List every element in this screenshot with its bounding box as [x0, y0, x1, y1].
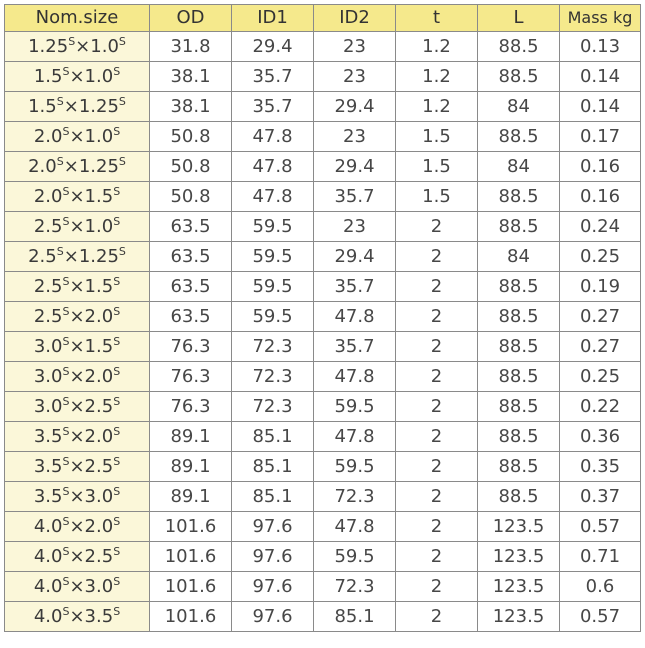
cell-l: 88.5: [478, 62, 560, 92]
cell-mass: 0.25: [560, 242, 641, 272]
size-a: 3.5: [33, 485, 63, 507]
size-separator: ×: [69, 125, 85, 147]
cell-t: 2: [396, 362, 478, 392]
cell-od: 38.1: [150, 62, 232, 92]
table-row: [5, 62, 641, 92]
cell-nom-size: [5, 542, 150, 572]
cell-l: 88.5: [478, 482, 560, 512]
cell-t: 2: [396, 422, 478, 452]
size-separator: ×: [69, 575, 85, 597]
cell-t: 2: [396, 392, 478, 422]
size-b: 1.0: [90, 35, 119, 57]
cell-l: 88.5: [478, 272, 560, 302]
size-suffix: S: [113, 184, 121, 198]
size-suffix: S: [113, 514, 121, 528]
cell-mass: 0.27: [560, 302, 641, 332]
size-a: 1.5: [33, 65, 63, 87]
header-nom-size: Nom.size: [5, 5, 150, 32]
size-b: 1.0: [84, 125, 114, 147]
cell-l: 84: [478, 242, 560, 272]
size-b: 1.5: [84, 275, 114, 297]
table-row: [5, 602, 641, 632]
size-b: 1.5: [84, 335, 114, 357]
cell-t: 1.5: [396, 122, 478, 152]
table-row: [5, 212, 641, 242]
cell-mass: 0.17: [560, 122, 641, 152]
cell-mass: 0.57: [560, 512, 641, 542]
cell-id1: 85.1: [232, 452, 314, 482]
header-od: OD: [150, 5, 232, 32]
cell-id1: 85.1: [232, 422, 314, 452]
size-suffix: S: [62, 184, 70, 198]
size-suffix: S: [113, 484, 121, 498]
cell-t: 2: [396, 272, 478, 302]
size-b: 1.0: [84, 215, 114, 237]
size-a: 2.5: [33, 215, 63, 237]
size-a: 4.0: [33, 575, 63, 597]
size-suffix: S: [113, 274, 121, 288]
cell-mass: 0.6: [560, 572, 641, 602]
size-b: 2.5: [84, 395, 114, 417]
cell-t: 2: [396, 602, 478, 632]
cell-id1: 47.8: [232, 182, 314, 212]
cell-nom-size: [5, 392, 150, 422]
cell-id2: 72.3: [314, 572, 396, 602]
cell-id2: 47.8: [314, 422, 396, 452]
size-suffix: S: [113, 574, 121, 588]
cell-l: 123.5: [478, 512, 560, 542]
table-row: [5, 512, 641, 542]
size-a: 2.5: [33, 305, 63, 327]
table-row: [5, 362, 641, 392]
cell-nom-size: [5, 422, 150, 452]
cell-id2: 47.8: [314, 512, 396, 542]
cell-od: 76.3: [150, 362, 232, 392]
cell-t: 1.2: [396, 32, 478, 62]
size-suffix: S: [56, 244, 64, 258]
cell-nom-size: [5, 482, 150, 512]
size-separator: ×: [69, 335, 85, 357]
size-suffix: S: [56, 94, 64, 108]
header-l: L: [478, 5, 560, 32]
table-row: [5, 452, 641, 482]
size-suffix: S: [113, 124, 121, 138]
cell-od: 63.5: [150, 272, 232, 302]
table-row: [5, 182, 641, 212]
size-separator: ×: [69, 395, 85, 417]
cell-t: 1.2: [396, 92, 478, 122]
size-suffix: S: [62, 604, 70, 618]
size-a: 2.5: [33, 275, 63, 297]
cell-t: 2: [396, 482, 478, 512]
size-b: 1.5: [84, 185, 114, 207]
cell-mass: 0.14: [560, 92, 641, 122]
cell-l: 84: [478, 152, 560, 182]
cell-id1: 35.7: [232, 62, 314, 92]
header-mass: Mass kg: [560, 5, 641, 32]
cell-id2: 35.7: [314, 182, 396, 212]
cell-mass: 0.13: [560, 32, 641, 62]
size-b: 2.0: [84, 425, 114, 447]
size-separator: ×: [75, 35, 91, 57]
size-suffix: S: [113, 604, 121, 618]
cell-mass: 0.16: [560, 152, 641, 182]
cell-id1: 35.7: [232, 92, 314, 122]
cell-od: 50.8: [150, 122, 232, 152]
cell-id2: 23: [314, 32, 396, 62]
size-suffix: S: [62, 424, 70, 438]
size-suffix: S: [62, 304, 70, 318]
cell-nom-size: [5, 242, 150, 272]
size-suffix: S: [62, 124, 70, 138]
size-b: 2.5: [84, 545, 114, 567]
cell-l: 88.5: [478, 392, 560, 422]
size-suffix: S: [113, 544, 121, 558]
cell-od: 101.6: [150, 602, 232, 632]
size-suffix: S: [118, 154, 126, 168]
size-suffix: S: [62, 214, 70, 228]
table-body: [5, 32, 641, 632]
cell-l: 88.5: [478, 332, 560, 362]
cell-t: 2: [396, 242, 478, 272]
cell-id2: 59.5: [314, 452, 396, 482]
size-separator: ×: [69, 365, 85, 387]
cell-od: 50.8: [150, 152, 232, 182]
size-b: 2.0: [84, 515, 114, 537]
table-row: [5, 332, 641, 362]
cell-mass: 0.25: [560, 362, 641, 392]
table-row: [5, 392, 641, 422]
table-row: [5, 152, 641, 182]
size-a: 3.5: [33, 455, 63, 477]
cell-nom-size: [5, 302, 150, 332]
size-b: 3.5: [84, 605, 114, 627]
cell-id1: 47.8: [232, 122, 314, 152]
table-row: [5, 482, 641, 512]
cell-mass: 0.16: [560, 182, 641, 212]
size-b: 1.25: [78, 95, 119, 117]
size-suffix: S: [62, 364, 70, 378]
cell-id1: 72.3: [232, 332, 314, 362]
cell-nom-size: [5, 212, 150, 242]
cell-id2: 59.5: [314, 392, 396, 422]
size-separator: ×: [69, 185, 85, 207]
size-a: 1.5: [28, 95, 57, 117]
cell-t: 2: [396, 212, 478, 242]
size-separator: ×: [69, 425, 85, 447]
size-b: 2.5: [84, 455, 114, 477]
cell-od: 63.5: [150, 212, 232, 242]
cell-od: 76.3: [150, 332, 232, 362]
size-separator: ×: [69, 545, 85, 567]
cell-t: 1.5: [396, 182, 478, 212]
cell-t: 2: [396, 332, 478, 362]
cell-t: 2: [396, 512, 478, 542]
size-a: 2.0: [33, 125, 63, 147]
header-t: t: [396, 5, 478, 32]
size-b: 1.0: [84, 65, 114, 87]
cell-id1: 72.3: [232, 392, 314, 422]
size-a: 2.5: [28, 245, 57, 267]
cell-id1: 97.6: [232, 512, 314, 542]
cell-id1: 29.4: [232, 32, 314, 62]
cell-id2: 47.8: [314, 362, 396, 392]
size-a: 3.0: [33, 335, 63, 357]
size-suffix: S: [118, 244, 126, 258]
header-row: [5, 5, 641, 32]
size-separator: ×: [69, 65, 85, 87]
size-b: 3.0: [84, 485, 114, 507]
cell-nom-size: [5, 62, 150, 92]
cell-mass: 0.22: [560, 392, 641, 422]
size-a: 3.0: [33, 365, 63, 387]
cell-id2: 85.1: [314, 602, 396, 632]
size-b: 1.25: [78, 245, 119, 267]
size-suffix: S: [113, 454, 121, 468]
cell-od: 89.1: [150, 422, 232, 452]
size-suffix: S: [118, 94, 126, 108]
size-separator: ×: [69, 275, 85, 297]
table-row: [5, 302, 641, 332]
size-separator: ×: [69, 605, 85, 627]
size-suffix: S: [62, 484, 70, 498]
cell-id2: 23: [314, 212, 396, 242]
cell-l: 123.5: [478, 542, 560, 572]
header-id1: ID1: [232, 5, 314, 32]
size-separator: ×: [69, 305, 85, 327]
cell-od: 89.1: [150, 452, 232, 482]
cell-od: 50.8: [150, 182, 232, 212]
size-suffix: S: [68, 34, 76, 48]
cell-nom-size: [5, 152, 150, 182]
cell-nom-size: [5, 32, 150, 62]
cell-id1: 97.6: [232, 572, 314, 602]
cell-nom-size: [5, 272, 150, 302]
size-suffix: S: [62, 64, 70, 78]
cell-mass: 0.57: [560, 602, 641, 632]
size-suffix: S: [56, 154, 64, 168]
size-suffix: S: [62, 514, 70, 528]
size-a: 2.0: [28, 155, 57, 177]
cell-id2: 29.4: [314, 92, 396, 122]
cell-l: 88.5: [478, 182, 560, 212]
cell-id1: 59.5: [232, 242, 314, 272]
cell-id1: 59.5: [232, 212, 314, 242]
table-row: [5, 92, 641, 122]
cell-t: 2: [396, 542, 478, 572]
cell-l: 88.5: [478, 32, 560, 62]
cell-od: 101.6: [150, 542, 232, 572]
cell-l: 84: [478, 92, 560, 122]
table-row: [5, 422, 641, 452]
size-suffix: S: [62, 334, 70, 348]
size-separator: ×: [63, 245, 79, 267]
cell-od: 101.6: [150, 512, 232, 542]
table-row: [5, 32, 641, 62]
cell-id2: 23: [314, 62, 396, 92]
cell-id2: 59.5: [314, 542, 396, 572]
cell-id1: 97.6: [232, 602, 314, 632]
size-a: 3.0: [33, 395, 63, 417]
cell-id2: 29.4: [314, 152, 396, 182]
cell-id1: 97.6: [232, 542, 314, 572]
cell-od: 31.8: [150, 32, 232, 62]
cell-nom-size: [5, 572, 150, 602]
table-row: [5, 272, 641, 302]
size-separator: ×: [63, 155, 79, 177]
size-a: 4.0: [33, 515, 63, 537]
cell-id2: 47.8: [314, 302, 396, 332]
size-suffix: S: [62, 574, 70, 588]
table-row: [5, 242, 641, 272]
cell-mass: 0.35: [560, 452, 641, 482]
cell-t: 1.5: [396, 152, 478, 182]
cell-t: 2: [396, 572, 478, 602]
size-suffix: S: [113, 364, 121, 378]
size-suffix: S: [113, 334, 121, 348]
cell-t: 2: [396, 302, 478, 332]
cell-id1: 59.5: [232, 272, 314, 302]
table-row: [5, 542, 641, 572]
cell-id2: 35.7: [314, 332, 396, 362]
cell-nom-size: [5, 512, 150, 542]
table-row: [5, 572, 641, 602]
cell-id2: 29.4: [314, 242, 396, 272]
cell-l: 88.5: [478, 452, 560, 482]
size-a: 1.25: [28, 35, 69, 57]
cell-od: 38.1: [150, 92, 232, 122]
size-suffix: S: [113, 424, 121, 438]
size-b: 2.0: [84, 305, 114, 327]
size-a: 3.5: [33, 425, 63, 447]
cell-t: 2: [396, 452, 478, 482]
size-suffix: S: [62, 544, 70, 558]
cell-mass: 0.14: [560, 62, 641, 92]
table-row: [5, 122, 641, 152]
size-a: 4.0: [33, 605, 63, 627]
cell-nom-size: [5, 122, 150, 152]
cell-mass: 0.19: [560, 272, 641, 302]
cell-od: 76.3: [150, 392, 232, 422]
size-suffix: S: [113, 304, 121, 318]
cell-mass: 0.71: [560, 542, 641, 572]
cell-od: 89.1: [150, 482, 232, 512]
cell-l: 88.5: [478, 212, 560, 242]
cell-l: 123.5: [478, 602, 560, 632]
size-separator: ×: [63, 95, 79, 117]
cell-od: 63.5: [150, 302, 232, 332]
size-separator: ×: [69, 455, 85, 477]
size-suffix: S: [62, 454, 70, 468]
size-a: 4.0: [33, 545, 63, 567]
size-separator: ×: [69, 215, 85, 237]
cell-l: 88.5: [478, 302, 560, 332]
cell-od: 63.5: [150, 242, 232, 272]
cell-l: 88.5: [478, 422, 560, 452]
size-b: 2.0: [84, 365, 114, 387]
cell-l: 88.5: [478, 362, 560, 392]
cell-id1: 47.8: [232, 152, 314, 182]
size-suffix: S: [62, 394, 70, 408]
size-b: 1.25: [78, 155, 119, 177]
cell-l: 88.5: [478, 122, 560, 152]
cell-id1: 72.3: [232, 362, 314, 392]
size-separator: ×: [69, 515, 85, 537]
cell-mass: 0.36: [560, 422, 641, 452]
size-b: 3.0: [84, 575, 114, 597]
cell-id1: 85.1: [232, 482, 314, 512]
cell-od: 101.6: [150, 572, 232, 602]
cell-id2: 23: [314, 122, 396, 152]
cell-nom-size: [5, 92, 150, 122]
size-separator: ×: [69, 485, 85, 507]
cell-id2: 35.7: [314, 272, 396, 302]
cell-nom-size: [5, 452, 150, 482]
cell-nom-size: [5, 602, 150, 632]
cell-mass: 0.27: [560, 332, 641, 362]
size-a: 2.0: [33, 185, 63, 207]
size-suffix: S: [113, 394, 121, 408]
cell-id1: 59.5: [232, 302, 314, 332]
size-suffix: S: [113, 64, 121, 78]
cell-id2: 72.3: [314, 482, 396, 512]
cell-nom-size: [5, 182, 150, 212]
size-suffix: S: [118, 34, 126, 48]
spec-table: [4, 4, 641, 632]
cell-nom-size: [5, 332, 150, 362]
header-id2: ID2: [314, 5, 396, 32]
cell-mass: 0.37: [560, 482, 641, 512]
size-suffix: S: [62, 274, 70, 288]
cell-t: 1.2: [396, 62, 478, 92]
cell-nom-size: [5, 362, 150, 392]
size-suffix: S: [113, 214, 121, 228]
cell-mass: 0.24: [560, 212, 641, 242]
cell-l: 123.5: [478, 572, 560, 602]
